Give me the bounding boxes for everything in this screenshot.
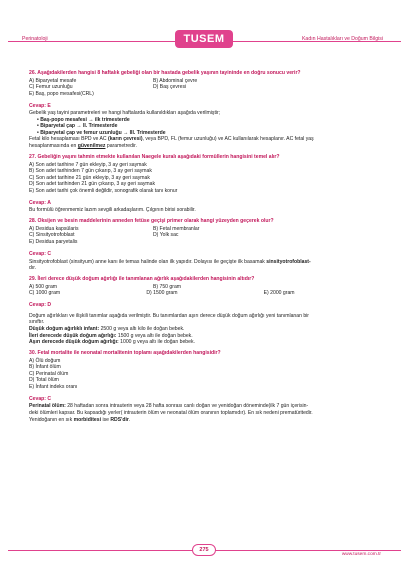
- answer-label: Cevap: A: [29, 199, 51, 206]
- option-c: C) 1000 gram: [29, 290, 61, 297]
- underlined-span: güvenilmez: [77, 142, 106, 149]
- text-span: dır.: [29, 265, 37, 272]
- option-c: C) Son adet tarihine 21 gün ekleyip, 3 ay geri saymak: [29, 174, 150, 181]
- explanation-line: [29, 417, 381, 424]
- option-a: A) Biparyetal mesafe: [29, 77, 77, 84]
- answer-label: Cevap: E: [29, 102, 51, 109]
- option-b: B) Son adet tarihinden 7 gün çıkarıp, 3 ay geri saymak: [29, 168, 152, 175]
- option-b: B) 750 gram: [153, 283, 182, 290]
- options: [29, 284, 381, 297]
- bullet-item: • Biparyetal çap ve femur uzunluğu → III. Trimesterde: [37, 129, 166, 136]
- option-a: A) Son adet tarihine 7 gün ekleyip, 3 ay geri saymak: [29, 161, 147, 168]
- page-footer: [0, 540, 409, 578]
- bullet-item: • Biparyetal çap → II. Trimesterde: [37, 123, 118, 130]
- explanation-line: Gebelik yaş tayini parametreleri ve hangi haftalarda kullanıldıkları aşağıda verilmiştir;: [29, 110, 221, 117]
- text-span: 1000 g veya altı ile doğan bebek.: [118, 339, 195, 346]
- question-title: 26. Aşağıdakilerden hangisi 8 haftalık gebeliği olan bir hastada gebelik yaşının tayininde en doğru sonucu verir?: [29, 70, 301, 76]
- header-book-title: Kadın Hastalıkları ve Doğum Bilgisi: [301, 36, 383, 42]
- text-span: hesaplanmasında en: [29, 142, 78, 149]
- text-span: ise: [101, 416, 111, 423]
- bold-span: sinsityotrofoblast-: [266, 258, 311, 265]
- text-span: Yenidoğanın en sık: [29, 416, 74, 423]
- explanation-line: [29, 143, 381, 150]
- options: [29, 358, 381, 391]
- question-28: [29, 218, 381, 271]
- bullet-item: • Baş-popo mesafesi → ilk trimesterde: [37, 116, 130, 123]
- option-c: C) Sinsityotrofoblast: [29, 232, 75, 239]
- text-span: parametredir.: [105, 142, 137, 149]
- bold-span: İleri derecede düşük doğum ağırlığı:: [29, 332, 117, 339]
- explanation-line: Doğum ağırlıkları ve ilişkili tanımlar aşağıda verilmiştir. Bu tanımlardan aşırı derece düşük doğum ağırlığı yeni tanımlanan bir: [29, 312, 309, 319]
- explanation-line: deki ölümleri kapsar. Bu kapsadığı yerler( intrauterin ölüm ve neonatal ölüm oranının toplamıdır). En sık nedeni prematüritedir.: [29, 410, 313, 417]
- explanation-line: sınıftır.: [29, 319, 45, 326]
- question-30: [29, 350, 381, 423]
- text-span: Fetal kilo hesaplaması BPD ve AC: [29, 136, 108, 143]
- option-d: D) 1500 gram: [146, 290, 178, 297]
- answer-label: Cevap: D: [29, 302, 52, 309]
- answer-label: Cevap: C: [29, 395, 52, 402]
- answer-label: Cevap: C: [29, 251, 52, 258]
- option-c: C) Femur uzunluğu: [29, 84, 73, 91]
- option-d: D) Total ölüm: [29, 377, 59, 384]
- option-a: A) Ölü doğum: [29, 357, 61, 364]
- explanation: [29, 403, 381, 423]
- text-span: .: [128, 416, 131, 423]
- text-span: 1500 g veya altı ile doğan bebek.: [116, 332, 193, 339]
- option-a: A) Desidua kapsülaris: [29, 225, 79, 232]
- option-c: C) Perinatal ölüm: [29, 370, 69, 377]
- options: [29, 226, 381, 246]
- page-header: [0, 0, 409, 62]
- option-b: B) Fetal membranlar: [153, 225, 200, 232]
- bold-span: Düşük doğum ağırlıklı infant:: [29, 326, 100, 332]
- text-span: 28 haftadan sonra intrauterin veya 28 hafta sonrası canlı doğan ve yenidoğan döneminde(ilk 7 gün içerisin-: [65, 403, 309, 410]
- definition-line: [29, 339, 381, 346]
- option-d: D) Son adet tarihinden 21 gün çıkarıp, 3 ay geri saymak: [29, 181, 155, 188]
- question-title: 29. İleri derece düşük doğum ağırlığı ile tanımlanan ağırlık aşağıdakilerden hangisinin altıdır?: [29, 276, 255, 283]
- text-span: Sinsityotrofoblast (sinsityum) anne kanı ile temas halinde olan ilk yapıdır. Dolayısı ile geçişte ilk basamak: [29, 258, 267, 265]
- bold-span: Aşırı derecede düşük doğum ağırlığı:: [29, 339, 119, 346]
- option-b: B) Abdominal çevre: [153, 77, 198, 84]
- option-d: D) Yolk sac: [153, 232, 179, 239]
- bold-span: (karın çevresi): [108, 136, 143, 143]
- footer-url[interactable]: www.tusem.com.tr: [341, 552, 381, 557]
- text-span: 2500 g veya altı kilo ile doğan bebek.: [99, 326, 185, 332]
- tusem-logo: TUSEM: [175, 30, 233, 48]
- page-number: 275: [192, 544, 216, 556]
- option-d: D) Baş çevresi: [153, 84, 187, 91]
- option-e: E) İnfant indeks oranı: [29, 383, 78, 390]
- explanation: [29, 313, 381, 346]
- option-a: A) 500 gram: [29, 283, 58, 290]
- option-e: E) 2000 gram: [263, 290, 295, 297]
- option-e: E) Son adet tarihi çok önemli değildir, sonografik olarak tanı konur: [29, 187, 178, 194]
- explanation: [29, 259, 381, 272]
- options: [29, 78, 381, 98]
- question-title: 30. Fetal mortalite ile neonatal mortalitenin toplamı aşağıdakilerden hangisidir?: [29, 350, 221, 357]
- question-26: [29, 70, 381, 150]
- explanation: [29, 110, 381, 149]
- options: [29, 162, 381, 195]
- question-title: 27. Gebeliğin yaşını tahmin etmekte kullanılan Naegele kuralı aşağıdaki formüllerin hangisini temel alır?: [29, 154, 280, 161]
- question-27: [29, 154, 381, 214]
- header-chapter: Perinatoloji: [22, 36, 48, 42]
- text-span: , veya BPD, FL (femur uzunluğu) ve AC kullanılarak hesaplanır. AC fetal yaş: [142, 136, 314, 143]
- option-b: B) İnfant ölüm: [29, 364, 61, 371]
- question-29: [29, 276, 381, 345]
- bold-span: Perinatal ölüm:: [29, 403, 66, 410]
- page-content: [29, 70, 381, 428]
- option-e: E) Desidua paryetalis: [29, 239, 78, 246]
- bold-span: RDS'dir: [110, 416, 129, 423]
- question-title: 28. Oksijen ve besin maddelerinin anneden fetüse geçişi primer olarak hangi yüzeyden geçerek olur?: [29, 218, 274, 225]
- bold-span: morbiditesi: [73, 416, 102, 423]
- explanation: Bu formülü öğrenmemiz lazım sevgili arkadaşlarım. Çılgının birisi sorabilir.: [29, 207, 196, 214]
- option-e: E) Baş, popo mesafesi(CRL): [29, 90, 94, 97]
